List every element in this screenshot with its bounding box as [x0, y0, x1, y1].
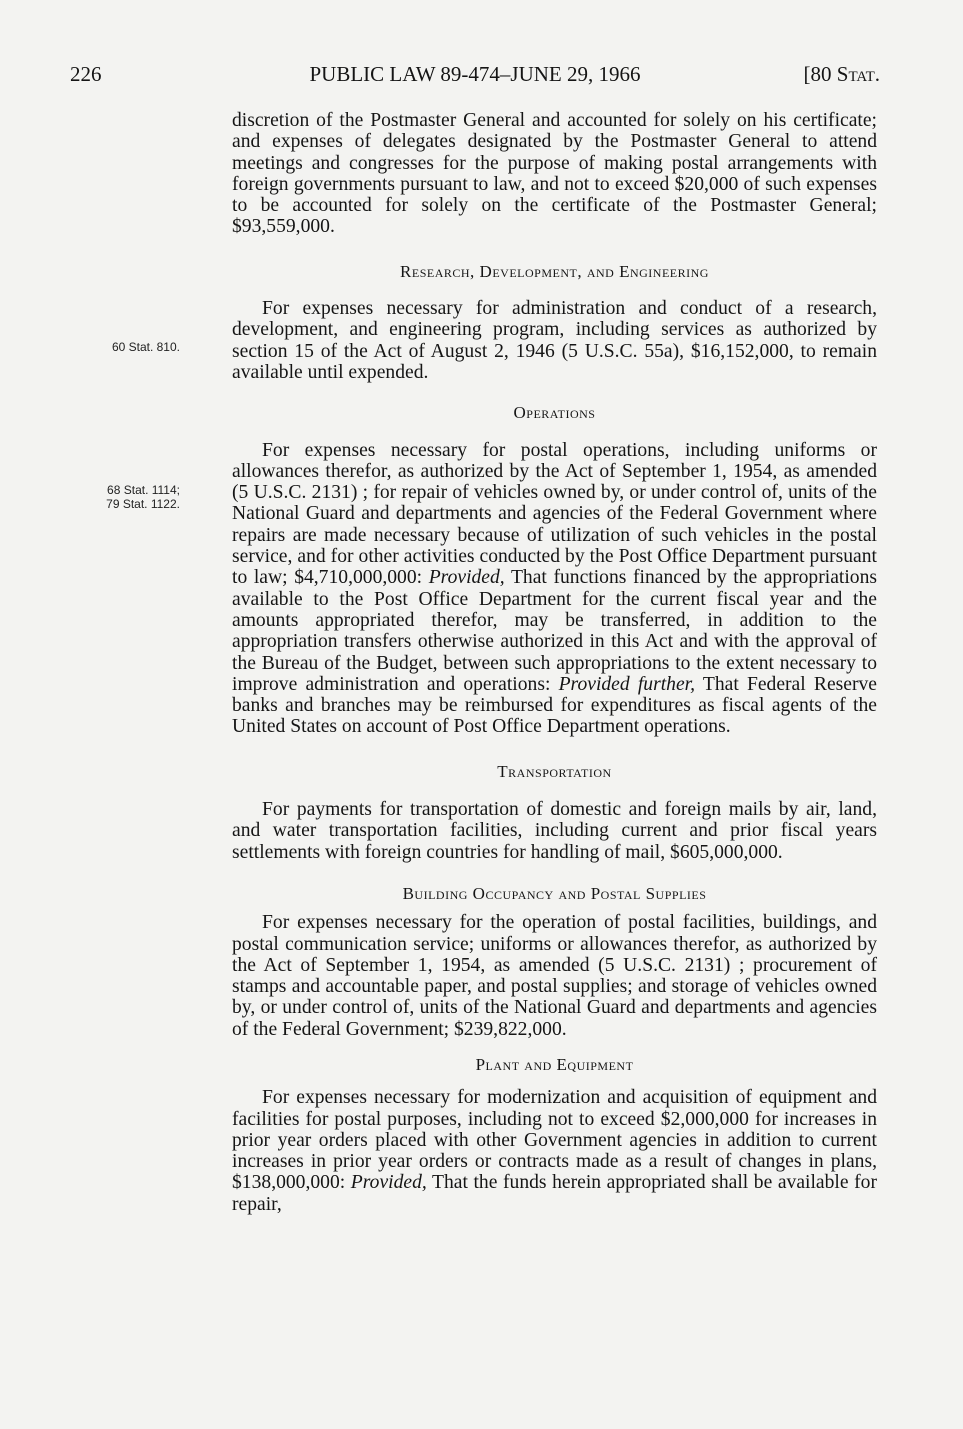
- section-heading-transportation: Transportation: [497, 761, 612, 781]
- provided-further-italic: Provided further,: [558, 673, 696, 695]
- page-header: [70, 62, 880, 88]
- provided-italic: Provided,: [428, 567, 505, 589]
- section-heading-research: Research, Development, and Engineering: [400, 261, 709, 281]
- margin-note-line: 79 Stat. 1122.: [106, 497, 180, 511]
- text-span: That functions financed by the appropriations available to the Post Office Department for the current fiscal year and the amounts appropriated therefor, may be transferred, in addition to the appropriation transfers otherwise authorized in this Act and with the approval of the Bureau of the Budget, between such appropriations to the extent necessary to improve administration and operations:: [232, 567, 877, 695]
- paragraph-operations: [232, 440, 877, 738]
- text-span: That Federal Reserve banks and branches may be reimbursed for expenditures as fiscal agents of the United States on account of Post Office Department operations.: [232, 673, 877, 738]
- text-span: That the funds herein appropriated shall be available for repair,: [232, 1172, 877, 1215]
- margin-note-line: 68 Stat. 1114;: [107, 483, 180, 497]
- body-text: [232, 110, 877, 1215]
- page-number: 226: [70, 62, 102, 86]
- margin-note-68-stat: [60, 483, 180, 511]
- text-span: For expenses necessary for postal operations, including uniforms or allowances therefor, as authorized by the Act of September 1, 1954, as amended (5 U.S.C. 2131) ; for repair of vehicles owned by, or under control of, units of the National Guard and departments and agencies of the Federal Government where repairs are made necessary because of utilization of such vehicles in the postal service, and for other activities conducted by the Post Office Department pursuant to law; $4,710,000,000:: [232, 439, 877, 589]
- provided-italic: Provided,: [350, 1172, 427, 1194]
- running-title: PUBLIC LAW 89-474–JUNE 29, 1966: [309, 62, 641, 86]
- paragraph-building: For expenses necessary for the operation of postal facilities, buildings, and postal communication service; uniforms or allowances therefor, as authorized by the Act of September 1, 1954, as amended (5 U.S.C. 2131) ; procurement of stamps and accountable paper, and postal supplies; and storage of vehicles owned by, or under control of, units of the National Guard and departments and agencies of the Federal Government; $239,822,000.: [232, 912, 877, 1040]
- margin-note-60-stat: 60 Stat. 810.: [111, 340, 180, 354]
- section-heading-building: Building Occupancy and Postal Supplies: [402, 883, 707, 903]
- statute-reference: [80 Stat.: [803, 62, 880, 86]
- paragraph-research: For expenses necessary for administration and conduct of a research, development, and engineering program, including services as authorized by section 15 of the Act of August 2, 1946 (5 U.S.C. 55a), $16,152,000, to remain available until expended.: [232, 298, 877, 383]
- paragraph-continuation: discretion of the Postmaster General and accounted for solely on his certificate; and expenses of delegates designated by the Postmaster General to attend meetings and congresses for the purpose of making postal arrangements with foreign governments pursuant to law, and not to exceed $20,000 of such expenses to be accounted for solely on the certificate of the Postmaster General; $93,559,000.: [232, 110, 877, 238]
- paragraph-transportation: For payments for transportation of domestic and foreign mails by air, land, and water transportation facilities, including current and prior fiscal years settlements with foreign countries for handling of mail, $605,000,000.: [232, 799, 877, 863]
- text-span: For expenses necessary for modernization and acquisition of equipment and facilities for postal purposes, including not to exceed $2,000,000 for increases in prior year orders placed with other Government agencies in addition to current increases in prior year orders or contracts made as a result of changes in plans, $138,000,000:: [232, 1087, 877, 1194]
- section-heading-operations: Operations: [513, 403, 596, 423]
- paragraph-plant: [232, 1087, 877, 1215]
- section-heading-plant: Plant and Equipment: [475, 1054, 634, 1074]
